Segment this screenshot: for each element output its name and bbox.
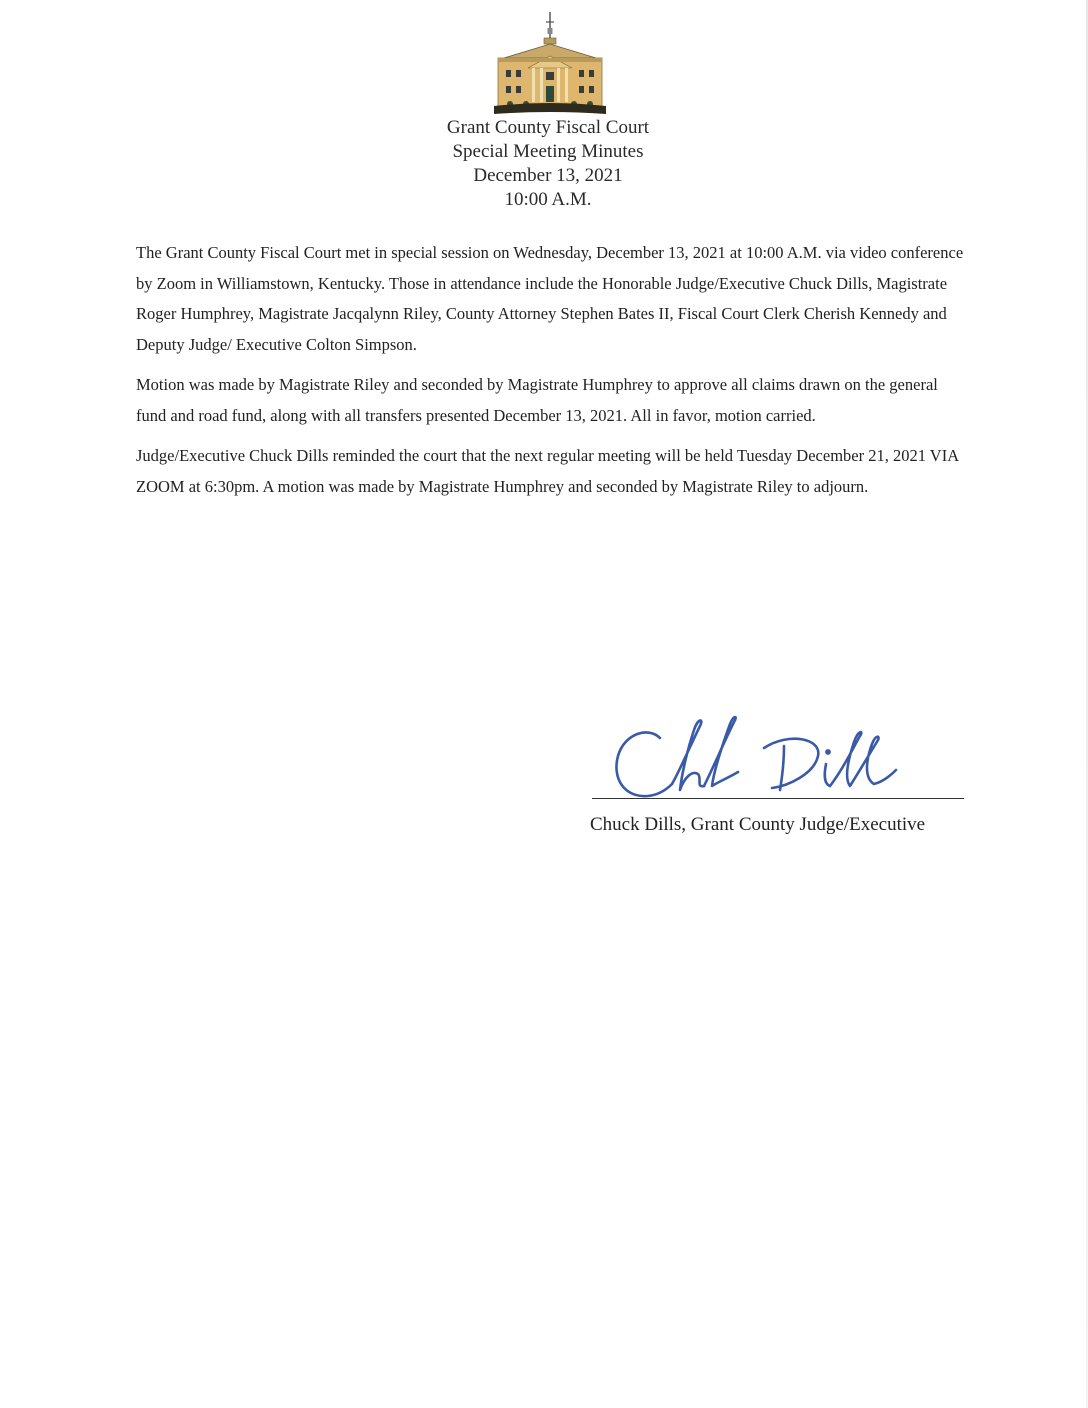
meeting-type: Special Meeting Minutes bbox=[452, 141, 644, 162]
minutes-body bbox=[136, 238, 966, 512]
minutes-header bbox=[0, 116, 1088, 212]
meeting-date: December 13, 2021 bbox=[473, 165, 623, 186]
signer-name: Chuck Dills, Grant County Judge/Executive bbox=[590, 814, 926, 835]
court-name: Grant County Fiscal Court bbox=[446, 117, 650, 138]
signature-line bbox=[592, 798, 964, 799]
attendance-paragraph: The Grant County Fiscal Court met in special session on Wednesday, December 13, 2021 at 10:00 A.M. via video conference by Zoom in Williamstown, Kentucky. Those in attendance include the Honorable Judge/Executive Chuck Dills, Magistrate Roger Humphrey, Magistrate Jacqalynn Riley, County Attorney Stephen Bates II, Fiscal Court Clerk Cherish Kennedy and Deputy Judge/ Executive Colton Simpson. bbox=[136, 243, 964, 354]
courthouse-logo-icon bbox=[494, 10, 606, 118]
handwritten-signature bbox=[588, 712, 928, 802]
claims-motion-paragraph: Motion was made by Magistrate Riley and seconded by Magistrate Humphrey to approve all claims drawn on the general fund and road fund, along with all transfers presented December 13, 2021. All in favor, motion carried. bbox=[136, 375, 938, 425]
adjourn-paragraph: Judge/Executive Chuck Dills reminded the court that the next regular meeting will be held Tuesday December 21, 2021 VIA ZOOM at 6:30pm. A motion was made by Magistrate Humphrey and seconded by Magistrate Riley to adjourn. bbox=[136, 446, 959, 496]
meeting-time: 10:00 A.M. bbox=[504, 189, 592, 210]
